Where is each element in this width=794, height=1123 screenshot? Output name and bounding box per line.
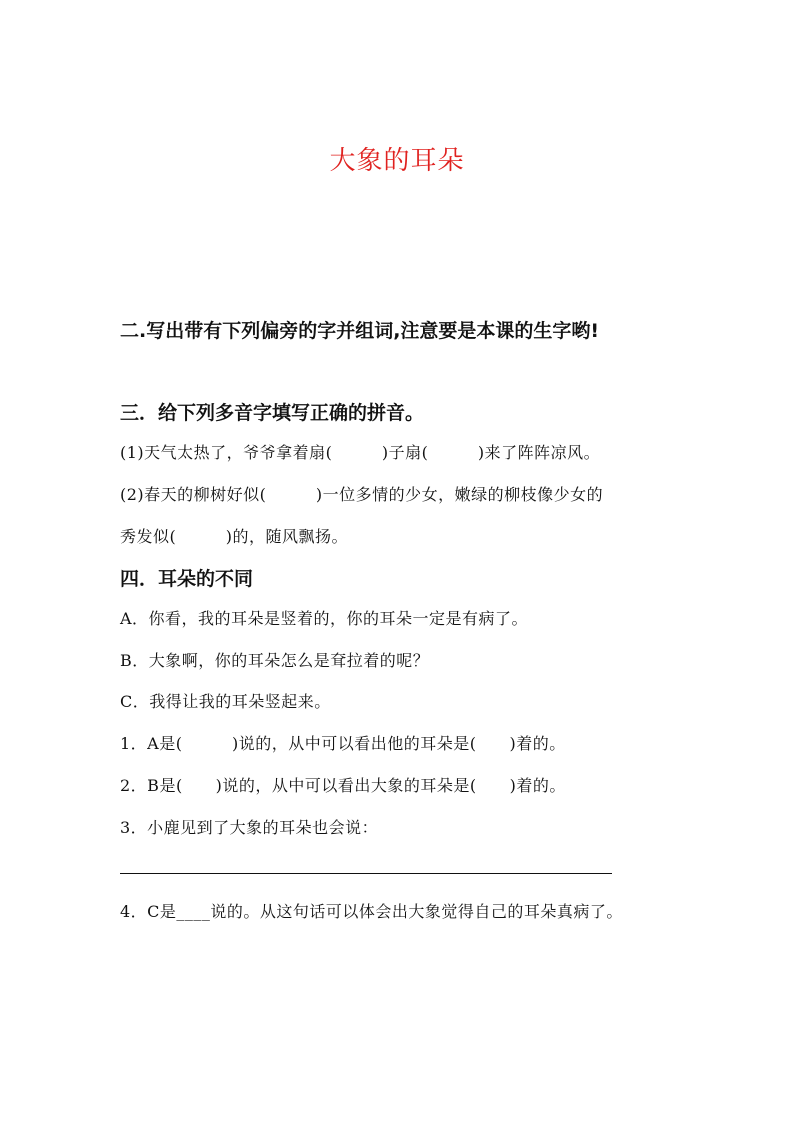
section-4-question-2: 2．B是( )说的，从中可以看出大象的耳朵是( )着的。: [120, 776, 566, 795]
section-4-statement-a: A．你看，我的耳朵是竖着的，你的耳朵一定是有病了。: [120, 609, 529, 628]
section-4-statement-b: B．大象啊，你的耳朵怎么是耷拉着的呢？: [120, 651, 430, 670]
page-title: 大象的耳朵: [329, 146, 465, 176]
section-4-statement-c: C．我得让我的耳朵竖起来。: [120, 692, 331, 711]
section-3-heading: 三．给下列多音字填写正确的拼音。: [120, 402, 425, 424]
answer-blank-line: [120, 873, 612, 874]
section-3-line-1: (1)天气太热了，爷爷拿着扇( )子扇( )来了阵阵凉风。: [120, 443, 601, 462]
section-2-heading: 二.写出带有下列偏旁的字并组词,注意要是本课的生字哟!: [120, 320, 600, 342]
section-3-line-2: (2)春天的柳树好似( )一位多情的少女，嫩绿的柳枝像少女的: [120, 485, 604, 504]
section-4-heading: 四．耳朵的不同: [120, 568, 254, 590]
section-3-line-3: 秀发似( )的，随风飘扬。: [120, 527, 348, 546]
section-4-question-3: 3．小鹿见到了大象的耳朵也会说：: [120, 818, 379, 837]
section-4-question-4: 4．C是____说的。从这句话可以体会出大象觉得自己的耳朵真病了。: [120, 902, 623, 921]
section-4-question-1: 1．A是( )说的，从中可以看出他的耳朵是( )着的。: [120, 734, 566, 753]
